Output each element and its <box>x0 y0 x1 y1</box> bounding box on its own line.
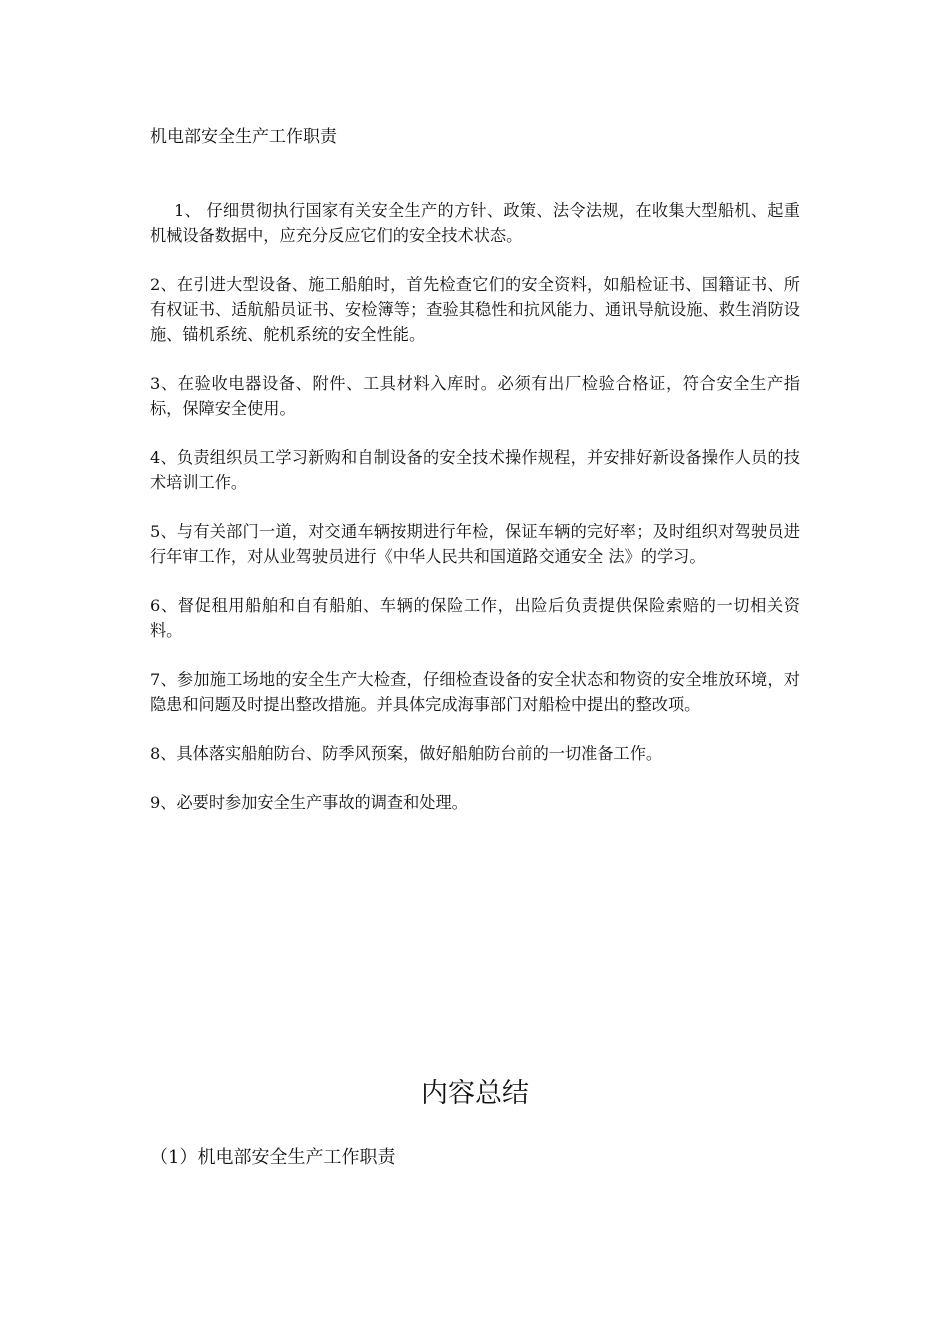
paragraph-7: 7、参加施工场地的安全生产大检查，仔细检查设备的安全状态和物资的安全堆放环境，对隐患和问题及时提出整改措施。并具体完成海事部门对船检中提出的整改项。 <box>150 670 800 714</box>
paragraph-4: 4、负责组织员工学习新购和自制设备的安全技术操作规程，并安排好新设备操作人员的技术培训工作。 <box>150 448 800 492</box>
paragraph-5: 5、与有关部门一道，对交通车辆按期进行年检，保证车辆的完好率；及时组织对驾驶员进行年审工作，对从业驾驶员进行《中华人民共和国道路交通安全 法》的学习。 <box>150 522 800 566</box>
paragraph-3: 3、在验收电器设备、附件、工具材料入库时。必须有出厂检验合格证，符合安全生产指标，保障安全使用。 <box>150 374 800 418</box>
document-title: 机电部安全生产工作职责 <box>150 127 337 147</box>
summary-item: （1）机电部安全生产工作职责 <box>150 1147 396 1168</box>
paragraph-1: 1、 仔细贯彻执行国家有关安全生产的方针、政策、法令法规，在收集大型船机、起重机械设备数据中，应充分反应它们的安全技术状态。 <box>150 201 800 245</box>
paragraph-2: 2、在引进大型设备、施工船舶时，首先检查它们的安全资料，如船检证书、国籍证书、所有权证书、适航船员证书、安检簿等；查验其稳性和抗风能力、通讯导航设施、救生消防设施、锚机系统、舵机系统的安全性能。 <box>150 275 800 344</box>
summary-title: 内容总结 <box>421 1078 529 1109</box>
paragraph-9: 9、必要时参加安全生产事故的调查和处理。 <box>150 793 468 812</box>
document-body <box>150 198 800 839</box>
paragraph-8: 8、具体落实船舶防台、防季风预案，做好船舶防台前的一切准备工作。 <box>150 744 663 763</box>
paragraph-6: 6、督促租用船舶和自有船舶、车辆的保险工作，出险后负责提供保险索赔的一切相关资料。 <box>150 596 800 640</box>
